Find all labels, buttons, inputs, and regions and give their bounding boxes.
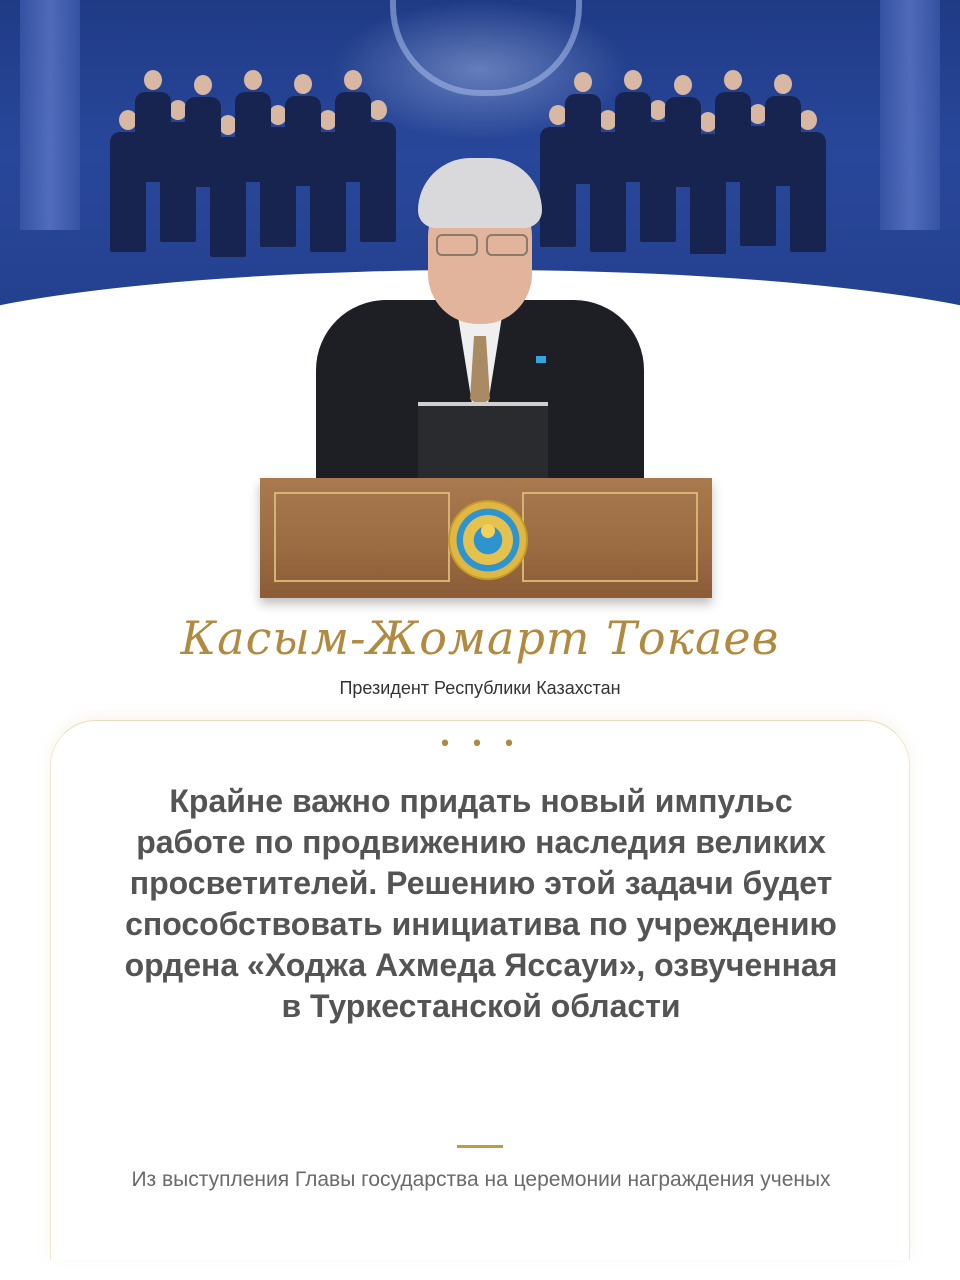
person [185,75,221,187]
quote-text: Крайне важно придать новый импульс работе по продвижению наследия великих просветителей. Решению этой задачи будет способствовать инициатива по учреждению ордена «Ходжа Ахмеда Яссауи», озвученная в Туркестанской области [124,783,838,1024]
gold-divider [457,1145,503,1148]
quote-source: Из выступления Главы государства на церемонии награждения ученых [131,1168,831,1191]
state-emblem-icon [448,500,528,580]
person [715,70,751,182]
podium-ornament-panel [522,492,698,582]
person [665,75,701,187]
speaker-title: Президент Республики Казахстан [339,678,621,698]
speaker-glasses [434,234,526,254]
podium-ornament-panel [274,492,450,582]
ellipsis-ornament: • • • [438,732,522,757]
hall-column [880,0,940,230]
flag-pin-icon [536,356,546,363]
quote-card [50,720,910,1260]
speaker-signature: Касым-Жомарт Токаев [180,611,780,665]
speech-tablet [418,402,548,484]
speaker-hair [418,158,542,228]
person [235,70,271,182]
person [135,70,171,182]
podium [260,478,712,598]
hall-column [20,0,80,230]
person [765,74,801,186]
